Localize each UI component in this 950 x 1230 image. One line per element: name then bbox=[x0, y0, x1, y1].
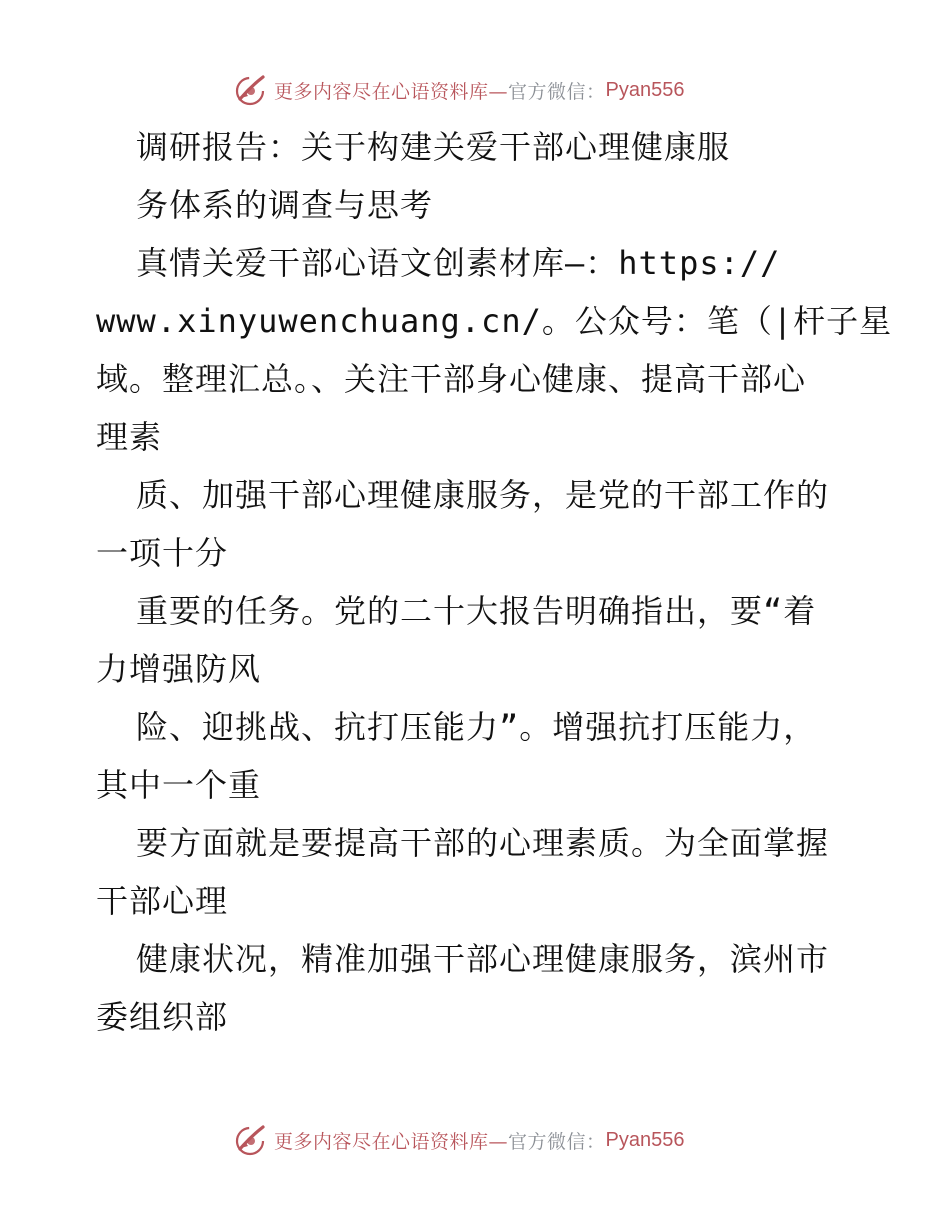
header-banner bbox=[232, 70, 685, 110]
title-line-1: 调研报告：关于构建关爱干部心理健康服 bbox=[136, 128, 731, 166]
body-line: 质、加强干部心理健康服务，是党的干部工作的 bbox=[136, 476, 830, 514]
body-line: 委组织部 bbox=[96, 998, 229, 1036]
body-line: 重要的任务。党的二十大报告明确指出，要“着 bbox=[136, 592, 817, 630]
footer-wechat-label: 官方微信： bbox=[508, 1130, 606, 1153]
body-line: 健康状况，精准加强干部心理健康服务，滨州市 bbox=[136, 940, 830, 978]
body-line: 险、迎挑战、抗打压能力”。增强抗打压能力， bbox=[136, 708, 817, 746]
body-line: 其中一个重 bbox=[96, 766, 262, 804]
body-line: 力增强防风 bbox=[96, 650, 262, 688]
footer-wechat-id: Pyan556 bbox=[605, 1128, 685, 1151]
title-line-2: 务体系的调查与思考 bbox=[136, 186, 434, 224]
body-line: 要方面就是要提高干部的心理素质。为全面掌握 bbox=[136, 824, 830, 862]
body-line: 一项十分 bbox=[96, 534, 229, 572]
body-line: 真情关爱干部心语文创素材库—：https:// bbox=[136, 244, 781, 282]
body-line: 干部心理 bbox=[96, 882, 229, 920]
footer-banner bbox=[232, 1120, 685, 1160]
body-line: www.xinyuwenchuang.cn/。公众号：笔（|杆子星 bbox=[96, 302, 893, 340]
brush-pen-logo-icon bbox=[232, 72, 268, 108]
body-line: 域。整理汇总。、关注干部身心健康、提高干部心 bbox=[96, 360, 807, 398]
header-promo-text: 更多内容尽在心语资料库— bbox=[274, 80, 509, 103]
header-wechat-label: 官方微信： bbox=[508, 80, 606, 103]
footer-promo-text: 更多内容尽在心语资料库— bbox=[274, 1130, 509, 1153]
document-body bbox=[96, 118, 893, 1046]
body-line: 理素 bbox=[96, 418, 163, 456]
brush-pen-logo-icon bbox=[232, 1122, 268, 1158]
header-wechat-id: Pyan556 bbox=[605, 78, 685, 101]
